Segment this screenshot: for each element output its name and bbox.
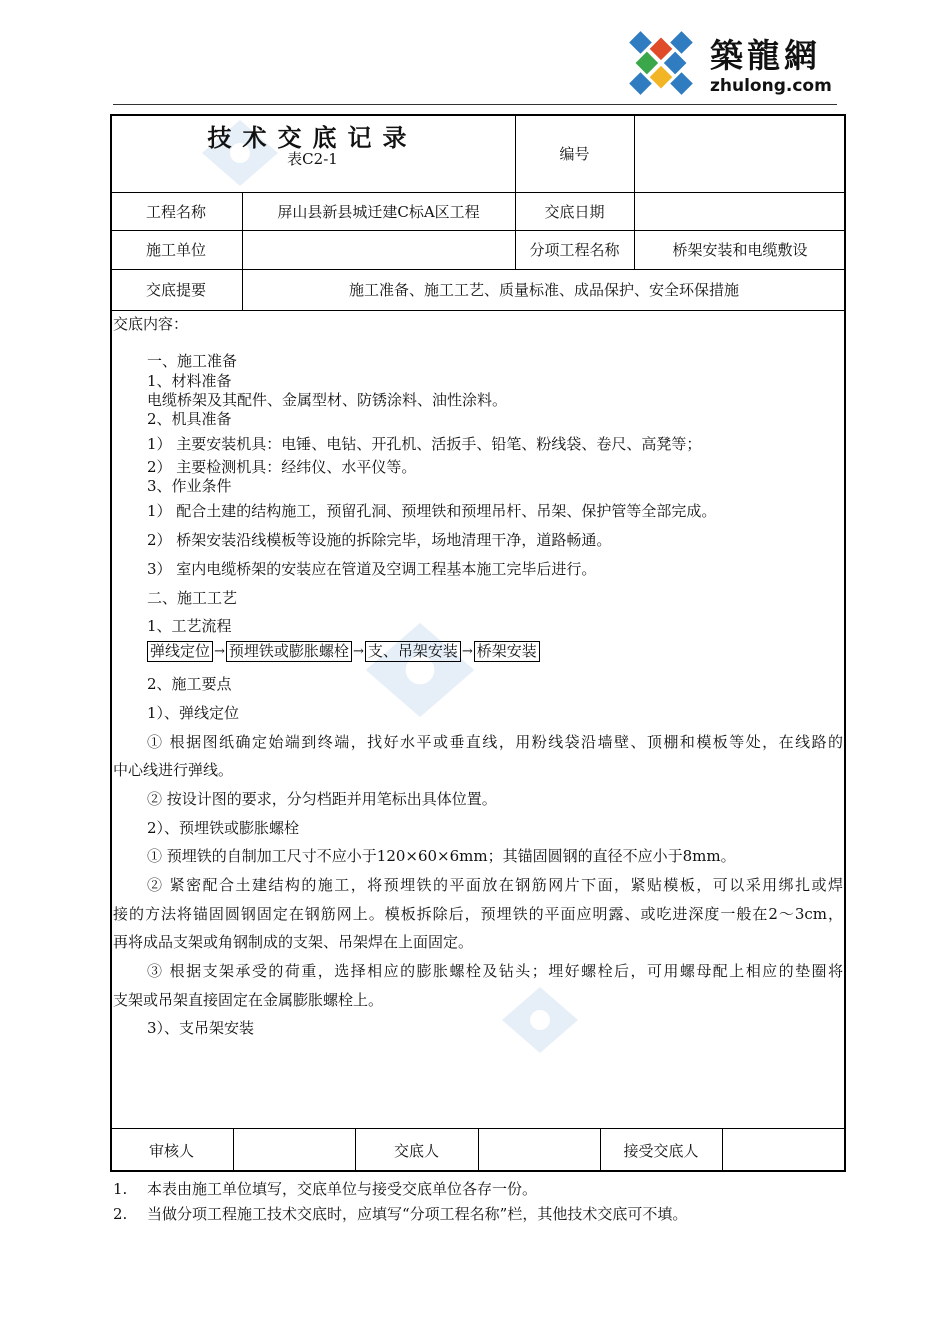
content-line: 中心线进行弹线。: [113, 761, 234, 779]
point-heading: 1）、弹线定位: [147, 704, 240, 722]
section-heading: 一、施工准备: [147, 352, 238, 370]
content-line: 1） 主要安装机具：电锤、电钻、开孔机、活扳手、铅笔、粉线袋、卷尺、高凳等；: [147, 435, 702, 453]
sub-heading: 2、施工要点: [147, 675, 232, 693]
arrow-right-icon: →: [352, 644, 364, 659]
flow-step: 支、吊架安装: [365, 641, 461, 662]
content-label: 交底内容：: [113, 315, 189, 333]
process-flow: [147, 641, 540, 662]
flow-step: 弹线定位: [147, 641, 213, 662]
content-line: 2） 主要检测机具：经纬仪、水平仪等。: [147, 458, 417, 476]
content-line: 电缆桥架及其配件、金属型材、防锈涂料、油性涂料。: [147, 391, 508, 409]
sub-heading: 1、材料准备: [147, 372, 232, 390]
sub-heading: 2、机具准备: [147, 410, 232, 428]
project-name-field[interactable]: 屏山县新县城迁建C标A区工程: [277, 202, 480, 221]
flow-step: 桥架安装: [474, 641, 540, 662]
note-number: 2.: [113, 1205, 128, 1223]
note-item: [113, 1203, 687, 1224]
code-field[interactable]: [634, 114, 846, 192]
summary-field[interactable]: 施工准备、施工工艺、质量标准、成品保护、安全环保措施: [348, 281, 739, 299]
arrow-right-icon: →: [214, 644, 225, 659]
disclosure-date-field[interactable]: [634, 192, 846, 230]
receiver-field[interactable]: [722, 1128, 846, 1172]
content-line: 再将成品支架或角钢制成的支架、吊架焊在上面固定。: [113, 933, 474, 951]
sub-heading: 3、作业条件: [147, 477, 232, 495]
subproject-name-label: 分项工程名称: [529, 241, 620, 259]
zhulong-logo: [622, 22, 837, 104]
content-line: ① 根据图纸确定始端到终端，找好水平或垂直线，用粉线袋沿墙壁、顶棚和模板等处，在线路的: [147, 733, 843, 751]
point-heading: 3）、支吊架安装: [147, 1019, 255, 1037]
discloser-label: 交底人: [393, 1141, 439, 1160]
construction-unit-field[interactable]: [242, 230, 515, 269]
reviewer-label: 审核人: [148, 1141, 194, 1160]
content-line: ① 预埋铁的自制加工尺寸不应小于120×60×6mm；其锚固圆钢的直径不应小于8mm。: [147, 847, 736, 865]
note-text: 本表由施工单位填写，交底单位与接受交底单位各存一份。: [147, 1180, 538, 1198]
flow-step: 预埋铁或膨胀螺栓: [226, 641, 352, 662]
note-item: [113, 1178, 537, 1199]
note-number: 1.: [113, 1180, 128, 1198]
content-line: ② 按设计图的要求，分匀档距并用笔标出具体位置。: [147, 790, 497, 808]
sub-heading: 1、工艺流程: [147, 617, 232, 635]
point-heading: 2）、预埋铁或膨胀螺栓: [147, 819, 300, 837]
logo-text-cn: 築龍網: [710, 36, 821, 75]
reviewer-field[interactable]: [233, 1128, 355, 1172]
note-text: 当做分项工程施工技术交底时，应填写“分项工程名称”栏，其他技术交底可不填。: [147, 1205, 688, 1223]
logo-text-en: zhulong.com: [710, 76, 832, 96]
logo-mark-icon: [622, 24, 700, 102]
section-heading: 二、施工工艺: [147, 589, 238, 607]
content-line: 支架或吊架直接固定在金属膨胀螺栓上。: [113, 991, 384, 1009]
project-name-label: 工程名称: [145, 202, 206, 221]
grid-line: [110, 310, 846, 311]
content-line: 3） 室内电缆桥架的安装应在管道及空调工程基本施工完毕后进行。: [147, 560, 597, 578]
receiver-label: 接受交底人: [623, 1141, 699, 1160]
subproject-name-field[interactable]: 桥架安装和电缆敷设: [672, 241, 808, 259]
content-line: 接的方法将锚固圆钢固定在钢筋网上。模板拆除后，预埋铁的平面应明露、或吃进深度一般在2～3cm，: [113, 905, 843, 923]
summary-label: 交底提要: [145, 281, 206, 299]
content-line: ③ 根据支架承受的荷重，选择相应的膨胀螺栓及钻头；埋好螺栓后，可用螺母配上相应的垫圈将: [147, 962, 843, 980]
header-rule: [113, 104, 837, 105]
form-number: 表C2-1: [287, 150, 338, 168]
construction-unit-label: 施工单位: [145, 241, 206, 259]
discloser-field[interactable]: [478, 1128, 600, 1172]
content-line: ② 紧密配合土建结构的施工，将预埋铁的平面放在钢筋网片下面，紧贴模板，可以采用绑扎或焊: [147, 876, 843, 894]
disclosure-date-label: 交底日期: [544, 202, 605, 221]
content-line: 2） 桥架安装沿线模板等设施的拆除完毕，场地清理干净，道路畅通。: [147, 531, 612, 549]
content-line: 1） 配合土建的结构施工，预留孔洞、预埋铁和预埋吊杆、吊架、保护管等全部完成。: [147, 502, 717, 520]
arrow-right-icon: →: [461, 644, 473, 659]
code-label: 编号: [559, 144, 590, 163]
form-title: 技术交底记录: [207, 123, 418, 152]
